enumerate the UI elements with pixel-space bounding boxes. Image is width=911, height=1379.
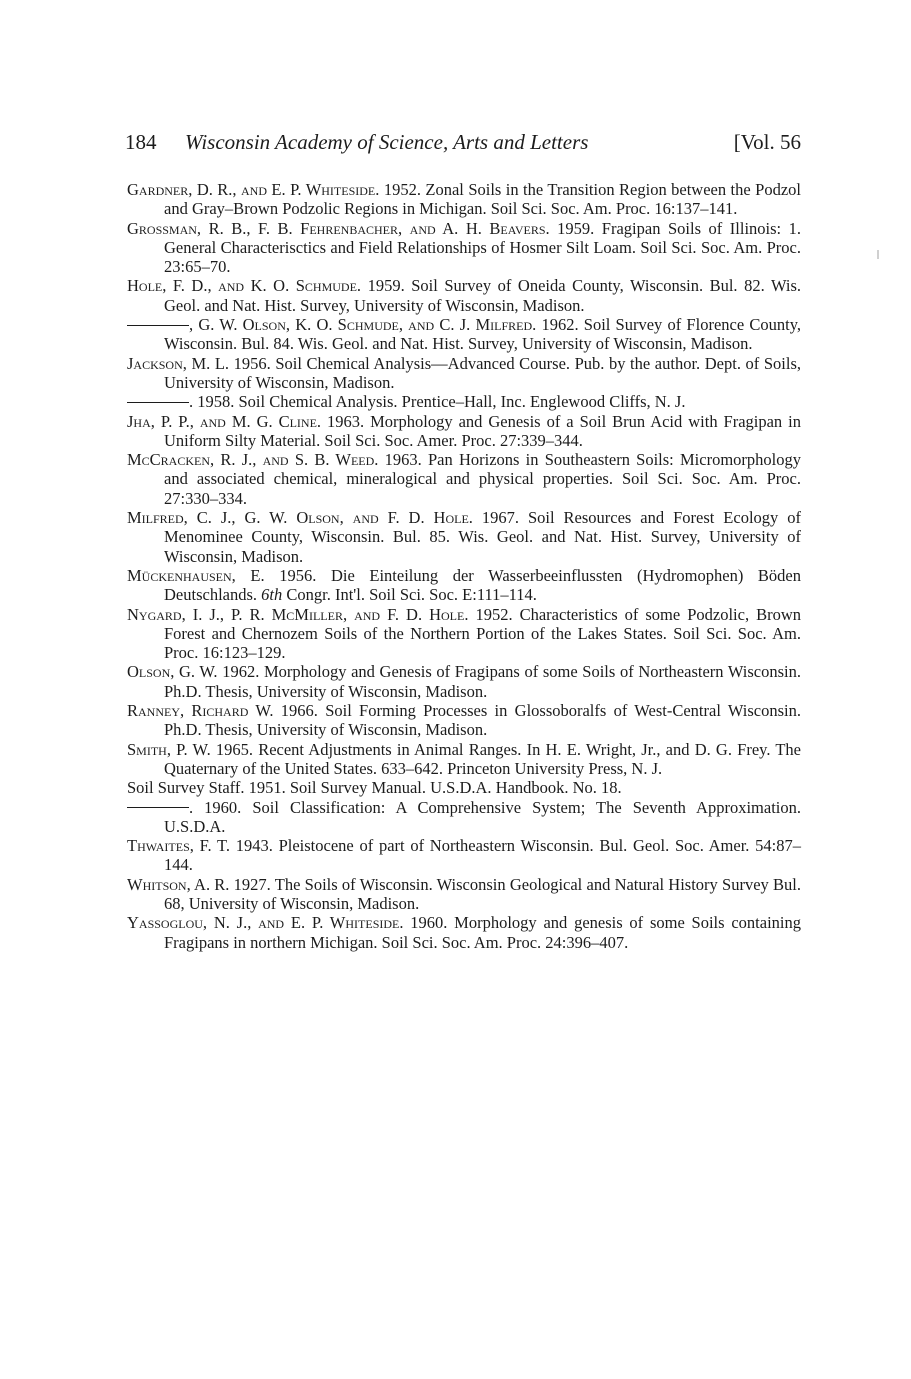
reference-text: 1952. Zonal Soils in the Transition Region between the Podzol and Gray–Brown Podzolic Regions in Michigan. Soil Sci. Soc. Am. Proc. 16:137–141.: [164, 180, 801, 219]
reference-authors: Yassoglou, N. J., and E. P. Whiteside.: [127, 913, 404, 933]
reference-text: 1943. Pleistocene of part of Northeastern Wisconsin. Bul. Geol. Soc. Amer. 54:87–144.: [164, 836, 801, 875]
reference-text: 1927. The Soils of Wisconsin. Wisconsin Geological and Natural History Survey Bul. 68, University of Wisconsin, Madison.: [164, 874, 801, 913]
reference-list: [127, 180, 801, 952]
reference-entry: [127, 508, 801, 566]
reference-text: 1967. Soil Resources and Forest Ecology of Menominee County, Wisconsin. Bul. 85. Wis. Geol. and Nat. Hist. Survey, University of Wisconsin, Madison.: [164, 508, 801, 566]
reference-text: 1959. Soil Survey of Oneida County, Wisconsin. Bul. 82. Wis. Geol. and Nat. Hist. Survey, University of Wisconsin, Madison.: [164, 276, 801, 315]
reference-text: 1959. Fragipan Soils of Illinois: 1. General Characterisctics and Field Relationships of Hosmer Silt Loam. Soil Sci. Soc. Am. Proc. 23:65–70.: [164, 218, 802, 277]
reference-entry: [127, 605, 801, 663]
reference-entry: [127, 778, 801, 797]
repeat-author-dash: [127, 325, 189, 326]
reference-entry: [127, 701, 801, 740]
reference-authors: McCracken, R. J., and S. B. Weed.: [127, 450, 379, 470]
reference-entry: [127, 412, 801, 451]
reference-entry: [127, 219, 801, 277]
page-number: 184: [125, 130, 157, 154]
reference-text: Soil Survey Staff. 1951. Soil Survey Manual. U.S.D.A. Handbook. No. 18.: [127, 778, 622, 798]
running-header: [125, 127, 801, 157]
volume-label: [Vol. 56: [733, 130, 801, 154]
reference-entry: [127, 662, 801, 701]
reference-text: 1963. Pan Horizons in Southeastern Soils: Micromorphology and associated chemical, mineralogical and physical properties. Soil Sci. Soc. Am. Proc. 27:330–334.: [164, 450, 801, 508]
reference-entry: [127, 180, 801, 219]
reference-text: . 1960. Soil Classification: A Comprehensive System; The Seventh Approximation. U.S.D.A.: [164, 797, 801, 836]
repeat-author-dash: [127, 807, 189, 808]
reference-authors: Jha, P. P., and M. G. Cline.: [127, 411, 322, 431]
reference-authors: Ranney, Richard W.: [127, 701, 274, 721]
reference-entry: [127, 740, 801, 779]
reference-authors: Whitson, A. R.: [127, 874, 230, 894]
reference-text: 1962. Soil Survey of Florence County, Wisconsin. Bul. 84. Wis. Geol. and Nat. Hist. Survey, University of Wisconsin, Madison.: [164, 315, 801, 354]
reference-text: . 1958. Soil Chemical Analysis. Prentice–Hall, Inc. Englewood Cliffs, N. J.: [189, 392, 686, 412]
reference-text: 1963. Morphology and Genesis of a Soil Brun Acid with Fragipan in Uniform Silty Material. Soil Sci. Soc. Amer. Proc. 27:339–344.: [164, 411, 801, 450]
reference-entry: [127, 566, 801, 605]
reference-entry: [127, 913, 801, 952]
reference-text: 1960. Morphology and genesis of some Soils containing Fragipans in northern Michigan. Soil Sci. Soc. Am. Proc. 24:396–407.: [164, 913, 801, 952]
reference-authors: Smith, P. W.: [127, 739, 211, 759]
reference-text-continued: Congr. Int'l. Soil Sci. Soc. E:111–114.: [282, 585, 537, 605]
reference-entry: [127, 276, 801, 315]
reference-authors: Grossman, R. B., F. B. Fehrenbacher, and A. H. Beavers.: [127, 218, 550, 238]
reference-entry: [127, 354, 801, 393]
reference-authors: Hole, F. D., and K. O. Schmude.: [127, 276, 362, 296]
reference-entry: [127, 392, 801, 411]
reference-text: 1962. Morphology and Genesis of Fragipans of some Soils of Northeastern Wisconsin. Ph.D. Thesis, University of Wisconsin, Madison.: [164, 662, 801, 701]
reference-text: 1952. Characteristics of some Podzolic, Brown Forest and Chernozem Soils of the Northern Portion of the Lakes States. Soil Sci. Soc. Am. Proc. 16:123–129.: [164, 604, 801, 663]
reference-authors: Olson, G. W.: [127, 662, 218, 682]
reference-authors: Jackson, M. L.: [127, 353, 230, 373]
reference-authors: , G. W. Olson, K. O. Schmude, and C. J. Milfred.: [189, 315, 537, 335]
reference-entry: [127, 450, 801, 508]
reference-entry: [127, 315, 801, 354]
reference-entry: [127, 836, 801, 875]
reference-authors: Thwaites, F. T.: [127, 836, 230, 856]
reference-entry: [127, 875, 801, 914]
reference-text: 1956. Die Einteilung der Wasserbeeinflussten (Hydromophen) Böden Deutschlands.: [164, 565, 802, 605]
reference-authors: Gardner, D. R., and E. P. Whiteside.: [127, 180, 380, 199]
reference-authors: Mückenhausen, E.: [127, 565, 265, 585]
repeat-author-dash: [127, 402, 189, 403]
reference-entry: [127, 798, 801, 837]
journal-title: Wisconsin Academy of Science, Arts and Letters: [185, 130, 589, 154]
reference-italic: 6th: [261, 585, 283, 605]
margin-mark: [877, 250, 879, 259]
reference-text: 1965. Recent Adjustments in Animal Ranges. In H. E. Wright, Jr., and D. G. Frey. The Quaternary of the United States. 633–642. Princeton University Press, N. J.: [164, 739, 801, 778]
reference-text: 1966. Soil Forming Processes in Glossoboralfs of West-Central Wisconsin. Ph.D. Thesis, University of Wisconsin, Madison.: [164, 701, 801, 740]
reference-authors: Milfred, C. J., G. W. Olson, and F. D. Hole.: [127, 508, 473, 528]
reference-text: 1956. Soil Chemical Analysis—Advanced Course. Pub. by the author. Dept. of Soils, University of Wisconsin, Madison.: [164, 353, 801, 392]
reference-authors: Nygard, I. J., P. R. McMiller, and F. D. Hole.: [127, 604, 469, 624]
